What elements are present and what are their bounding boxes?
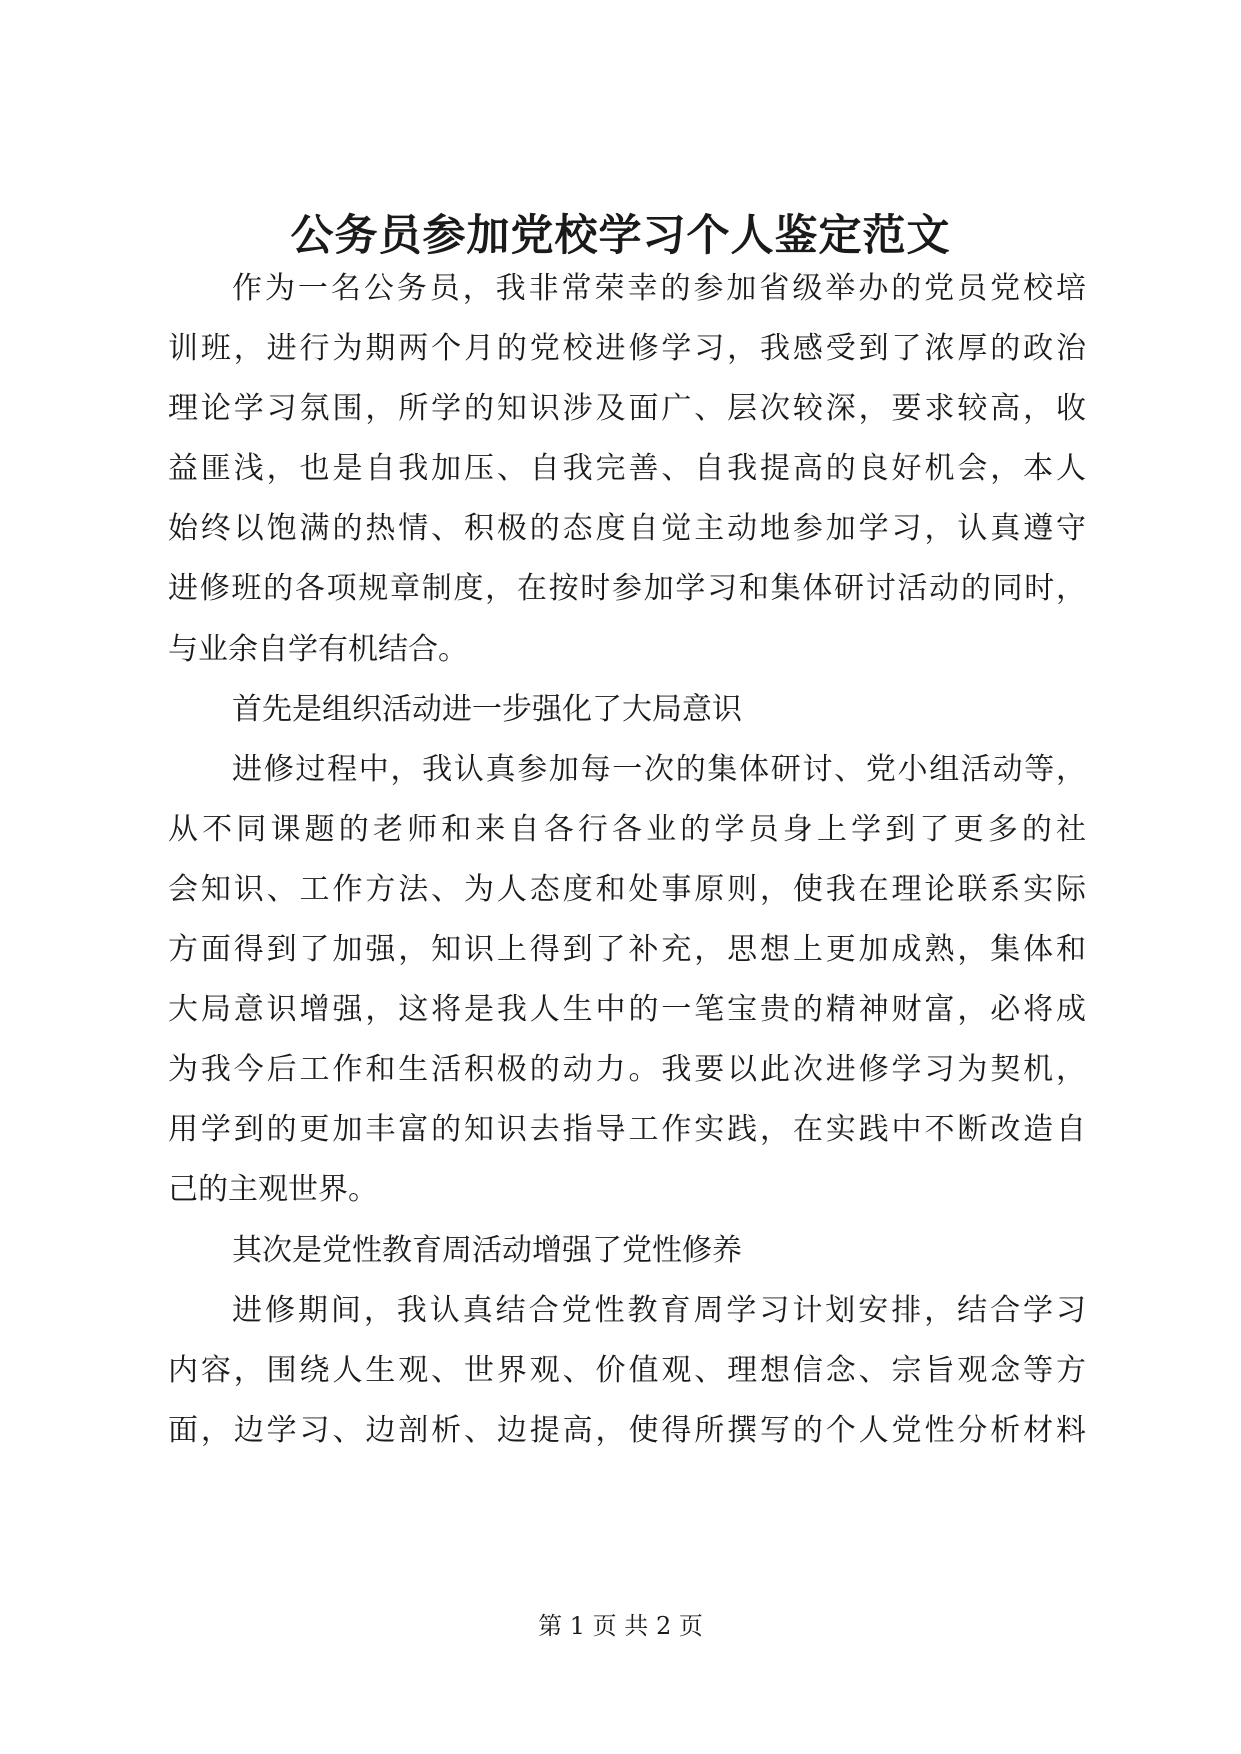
text-line: 进修班的各项规章制度，在按时参加学习和集体研讨活动的同时， [168, 571, 1086, 607]
text-line: 己的主观世界。 [168, 1172, 378, 1208]
document-body [168, 259, 1086, 1461]
page-footer: 第 1 页 共 2 页 [538, 1612, 703, 1640]
text-line: 进修过程中，我认真参加每一次的集体研讨、党小组活动等， [232, 751, 1086, 787]
text-line: 益匪浅，也是自我加压、自我完善、自我提高的良好机会，本人 [168, 451, 1086, 487]
text-line: 大局意识增强，这将是我人生中的一笔宝贵的精神财富，必将成 [168, 992, 1086, 1028]
text-line: 其次是党性教育周活动增强了党性修养 [232, 1232, 742, 1268]
text-line: 方面得到了加强，知识上得到了补充，思想上更加成熟，集体和 [168, 932, 1086, 968]
text-line: 始终以饱满的热情、积极的态度自觉主动地参加学习，认真遵守 [168, 511, 1086, 547]
text-line: 用学到的更加丰富的知识去指导工作实践，在实践中不断改造自 [168, 1112, 1086, 1148]
text-line: 作为一名公务员，我非常荣幸的参加省级举办的党员党校培 [232, 271, 1086, 306]
text-line: 理论学习氛围，所学的知识涉及面广、层次较深，要求较高，收 [168, 391, 1086, 427]
text-line: 从不同课题的老师和来自各行各业的学员身上学到了更多的社 [168, 811, 1086, 847]
text-line: 会知识、工作方法、为人态度和处事原则，使我在理论联系实际 [168, 871, 1086, 907]
text-line: 训班，进行为期两个月的党校进修学习，我感受到了浓厚的政治 [168, 331, 1086, 367]
text-line: 首先是组织活动进一步强化了大局意识 [232, 691, 742, 727]
document-title: 公务员参加党校学习个人鉴定范文 [290, 211, 951, 261]
text-line: 与业余自学有机结合。 [168, 631, 468, 667]
text-line: 进修期间，我认真结合党性教育周学习计划安排，结合学习 [232, 1292, 1086, 1328]
text-line: 面，边学习、边剖析、边提高，使得所撰写的个人党性分析材料 [168, 1412, 1086, 1448]
text-line: 为我今后工作和生活积极的动力。我要以此次进修学习为契机， [168, 1052, 1086, 1088]
text-line: 内容，围绕人生观、世界观、价值观、理想信念、宗旨观念等方 [168, 1352, 1086, 1388]
